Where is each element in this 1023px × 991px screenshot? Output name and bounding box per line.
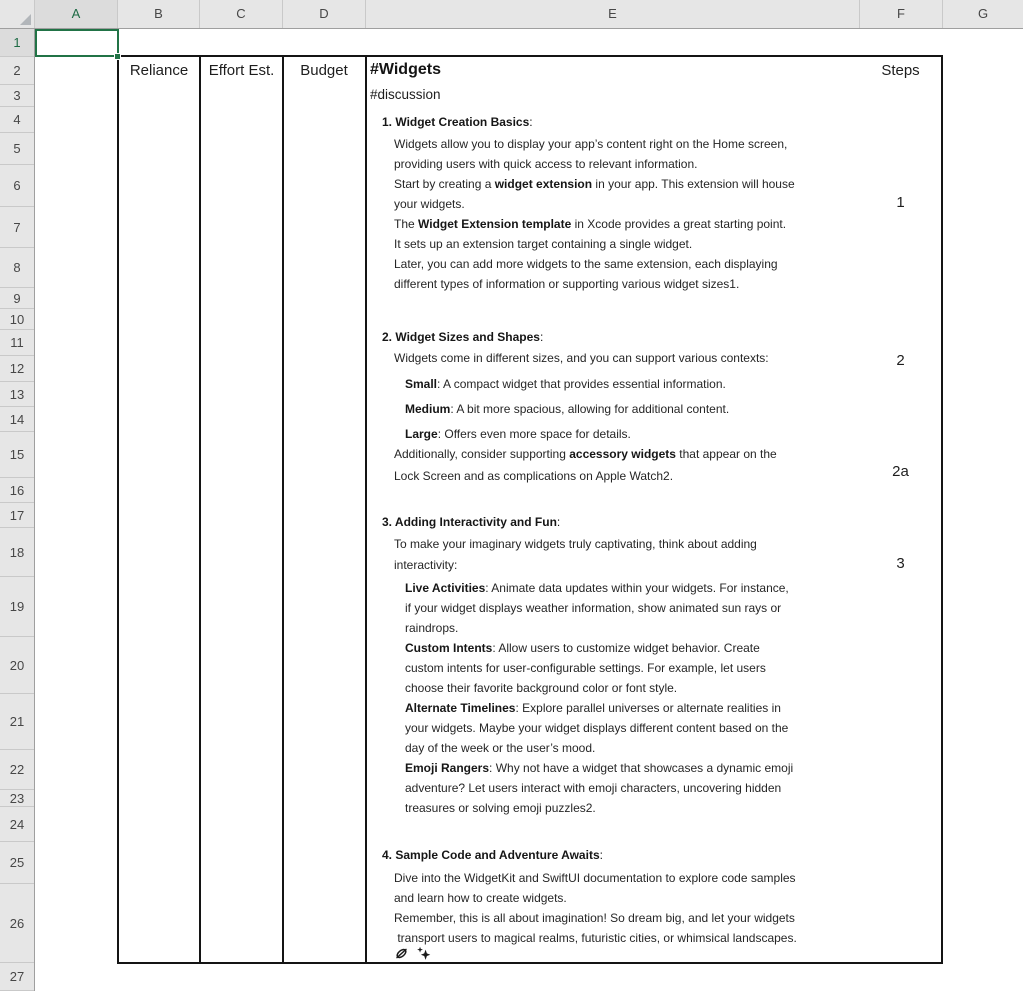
- doc-line: different types of information or supporting various widget sizes1.: [394, 277, 740, 291]
- step-value-3[interactable]: 3: [896, 555, 905, 572]
- row-header-20[interactable]: 20: [0, 637, 34, 694]
- doc-line: your widgets.: [394, 197, 465, 211]
- doc-line: if your widget displays weather information, show animated sun rays or: [405, 601, 782, 615]
- column-header-c[interactable]: C: [200, 0, 283, 28]
- row-header-23[interactable]: 23: [0, 790, 34, 807]
- cell-d2-budget[interactable]: Budget: [300, 62, 348, 79]
- doc-heading-4: 4. Sample Code and Adventure Awaits:: [382, 848, 603, 862]
- cell-b2-reliance[interactable]: Reliance: [129, 62, 189, 79]
- table-divider-c-d: [282, 57, 284, 962]
- column-header-b[interactable]: B: [118, 0, 200, 28]
- doc-line: providing users with quick access to relevant information.: [394, 157, 698, 171]
- table-divider-b-c: [199, 57, 201, 962]
- doc-heading-1: 1. Widget Creation Basics:: [382, 115, 533, 129]
- doc-line: adventure? Let users interact with emoji characters, uncovering hidden: [405, 781, 782, 795]
- row-header-1[interactable]: 1: [0, 29, 34, 57]
- row-header-19[interactable]: 19: [0, 577, 34, 637]
- column-header-f[interactable]: F: [860, 0, 943, 28]
- doc-line: Alternate Timelines: Explore parallel universes or alternate realities in: [405, 701, 781, 715]
- cell-f2-steps[interactable]: Steps: [881, 62, 920, 79]
- doc-line: custom intents for user-configurable settings. For example, let users: [405, 661, 766, 675]
- cell-footer-icons: [394, 946, 431, 961]
- doc-line: Additionally, consider supporting accessory widgets that appear on the: [394, 447, 777, 461]
- row-header-24[interactable]: 24: [0, 807, 34, 842]
- step-value-2a[interactable]: 2a: [892, 463, 909, 480]
- row-header-9[interactable]: 9: [0, 288, 34, 309]
- sparkle-icon[interactable]: [416, 946, 431, 961]
- fill-handle[interactable]: [114, 53, 121, 60]
- doc-line-large: Large: Offers even more space for details.: [405, 427, 631, 441]
- doc-line: raindrops.: [405, 621, 459, 635]
- doc-line: Later, you can add more widgets to the same extension, each displaying: [394, 257, 778, 271]
- row-header-16[interactable]: 16: [0, 478, 34, 503]
- doc-line: treasures or solving emoji puzzles2.: [405, 801, 596, 815]
- row-header-3[interactable]: 3: [0, 85, 34, 107]
- step-value-1[interactable]: 1: [896, 194, 905, 211]
- doc-line: The Widget Extension template in Xcode provides a great starting point.: [394, 217, 787, 231]
- doc-line: and learn how to create widgets.: [394, 891, 567, 905]
- row-header-6[interactable]: 6: [0, 165, 34, 207]
- doc-line: your widgets. Maybe your widget displays different content based on the: [405, 721, 789, 735]
- discussion-tag: #discussion: [370, 87, 441, 102]
- doc-line: Dive into the WidgetKit and SwiftUI documentation to explore code samples: [394, 871, 796, 885]
- column-headers: [0, 0, 1023, 29]
- row-header-26[interactable]: 26: [0, 884, 34, 963]
- doc-line: It sets up an extension target containing a single widget.: [394, 237, 693, 251]
- doc-line: Widgets come in different sizes, and you can support various contexts:: [394, 351, 769, 365]
- doc-line: Custom Intents: Allow users to customize widget behavior. Create: [405, 641, 760, 655]
- row-header-13[interactable]: 13: [0, 382, 34, 407]
- table-divider-d-e: [365, 57, 367, 962]
- row-header-27[interactable]: 27: [0, 963, 34, 991]
- row-header-2[interactable]: 2: [0, 57, 34, 85]
- row-header-22[interactable]: 22: [0, 750, 34, 790]
- doc-line: To make your imaginary widgets truly captivating, think about adding: [394, 537, 757, 551]
- link-icon[interactable]: [394, 946, 409, 961]
- row-header-18[interactable]: 18: [0, 528, 34, 577]
- row-header-5[interactable]: 5: [0, 133, 34, 165]
- cell-c2-effort-est[interactable]: Effort Est.: [208, 62, 275, 79]
- doc-line: transport users to magical realms, futuristic cities, or whimsical landscapes.: [394, 931, 797, 945]
- column-header-d[interactable]: D: [283, 0, 366, 28]
- doc-line: Emoji Rangers: Why not have a widget that showcases a dynamic emoji: [405, 761, 794, 775]
- row-header-17[interactable]: 17: [0, 503, 34, 528]
- corner-triangle-icon: [20, 14, 31, 25]
- column-header-a[interactable]: A: [35, 0, 118, 28]
- column-header-g[interactable]: G: [943, 0, 1023, 28]
- step-value-2[interactable]: 2: [896, 352, 905, 369]
- selected-cell-a1[interactable]: [35, 29, 119, 57]
- row-header-15[interactable]: 15: [0, 432, 34, 478]
- doc-line-medium: Medium: A bit more spacious, allowing for additional content.: [405, 402, 730, 416]
- cell-e2-widgets-title[interactable]: #Widgets: [370, 61, 441, 78]
- doc-line: Start by creating a widget extension in your app. This extension will house: [394, 177, 795, 191]
- doc-heading-3: 3. Adding Interactivity and Fun:: [382, 515, 561, 529]
- row-header-8[interactable]: 8: [0, 248, 34, 288]
- doc-line: day of the week or the user’s mood.: [405, 741, 596, 755]
- row-header-12[interactable]: 12: [0, 356, 34, 382]
- row-header-7[interactable]: 7: [0, 207, 34, 248]
- doc-line: Remember, this is all about imagination! So dream big, and let your widgets: [394, 911, 795, 925]
- doc-line-small: Small: A compact widget that provides essential information.: [405, 377, 726, 391]
- select-all-corner[interactable]: [0, 0, 35, 28]
- doc-line: Widgets allow you to display your app’s content right on the Home screen,: [394, 137, 788, 151]
- row-header-4[interactable]: 4: [0, 107, 34, 133]
- row-header-21[interactable]: 21: [0, 694, 34, 750]
- doc-heading-2: 2. Widget Sizes and Shapes:: [382, 330, 544, 344]
- row-header-11[interactable]: 11: [0, 330, 34, 356]
- row-header-25[interactable]: 25: [0, 842, 34, 884]
- doc-line: interactivity:: [394, 558, 458, 572]
- doc-line: choose their favorite background color or font style.: [405, 681, 678, 695]
- column-header-e[interactable]: E: [366, 0, 860, 28]
- row-header-10[interactable]: 10: [0, 309, 34, 330]
- doc-line: Lock Screen and as complications on Apple Watch2.: [394, 469, 674, 483]
- doc-line: Live Activities: Animate data updates within your widgets. For instance,: [405, 581, 789, 595]
- row-header-14[interactable]: 14: [0, 407, 34, 432]
